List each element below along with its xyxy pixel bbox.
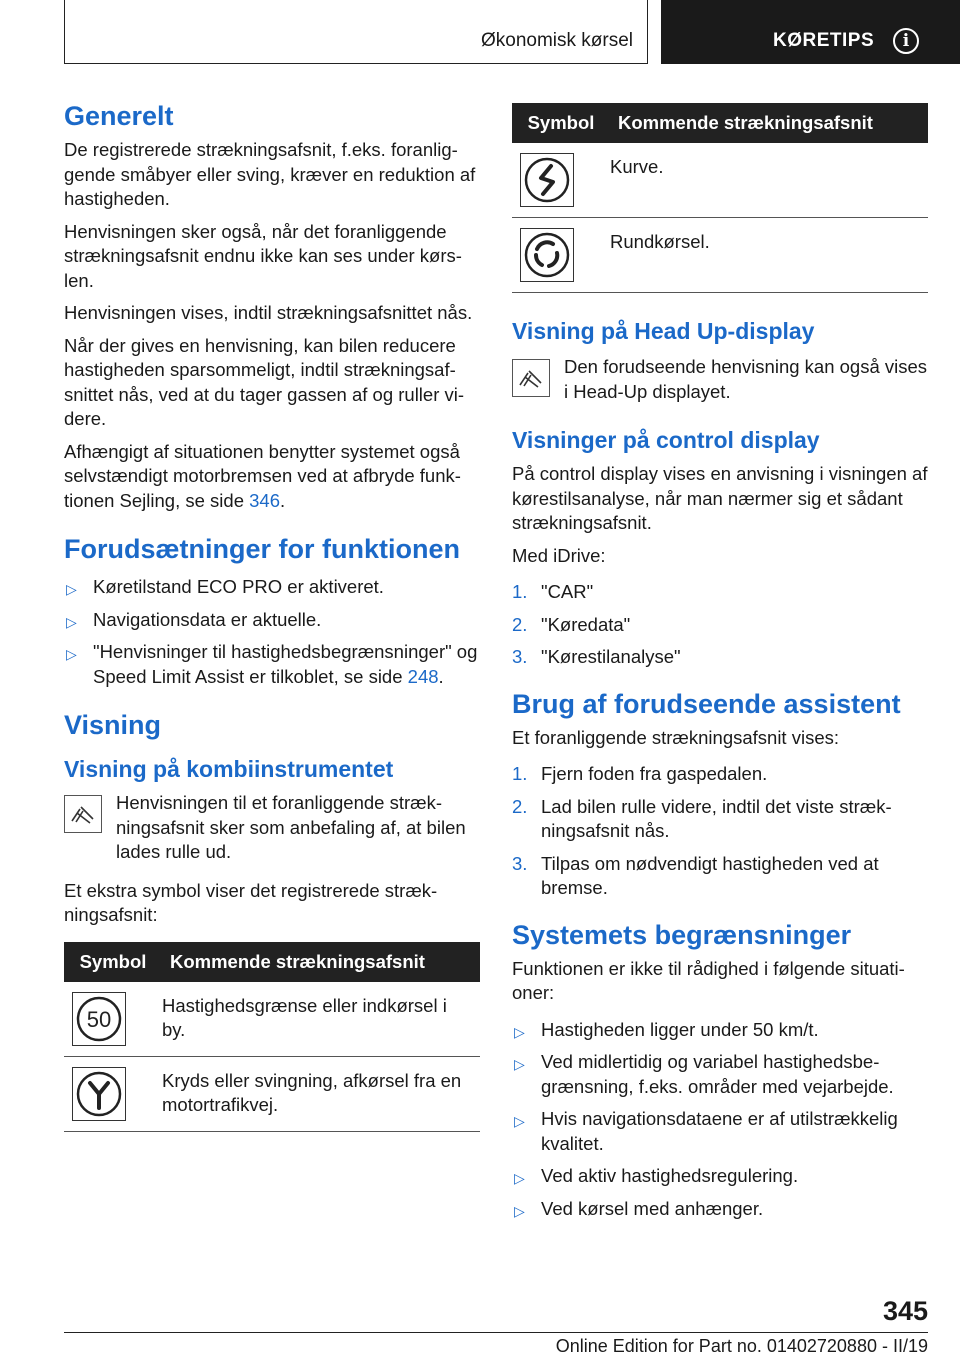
text: . xyxy=(438,665,444,687)
text: . xyxy=(280,489,286,511)
step-number: 2. xyxy=(512,613,528,635)
step-number: 1. xyxy=(512,763,528,784)
list-item xyxy=(512,795,928,844)
table-header xyxy=(64,942,480,982)
triangle-bullet-icon: ▷ xyxy=(66,581,77,597)
list-item xyxy=(512,645,928,670)
paragraph: De registrerede strækningsafsnit, f.eks. foranliggende småbyer eller sving, kræver en reduktion af hastigheden. xyxy=(64,139,476,209)
table-header xyxy=(512,103,928,143)
paragraph: Funktionen er ikke til rådighed i følgende situationer: xyxy=(512,957,905,1003)
table-row xyxy=(64,1056,480,1131)
header-chapter-title: KØRETIPS xyxy=(773,30,875,51)
right-column xyxy=(512,103,928,1229)
header-chapter-box xyxy=(661,0,960,64)
info-icon: i xyxy=(893,28,919,54)
item-text: Køretilstand ECO PRO er aktiveret. xyxy=(93,576,384,597)
list-item xyxy=(512,1107,928,1156)
hud-symbol-icon xyxy=(64,795,102,833)
column-header: Symbol xyxy=(512,103,610,143)
footer-divider xyxy=(64,1332,928,1333)
table-row xyxy=(512,143,928,218)
page-link-248[interactable]: 248 xyxy=(407,665,439,687)
table-row xyxy=(64,982,480,1057)
list-item xyxy=(512,762,928,787)
list-item xyxy=(512,1050,928,1099)
item-text: Ved aktiv hastighedsregulering. xyxy=(541,1165,799,1186)
heading-control-display: Visninger på control display xyxy=(512,427,820,453)
row-text: Hastighedsgrænse eller indkørsel i by. xyxy=(162,982,480,1057)
item-text: Ved kørsel med anhænger. xyxy=(541,1197,764,1219)
usage-steps xyxy=(512,762,928,901)
curve-icon xyxy=(520,153,574,207)
list-item xyxy=(64,608,480,633)
item-text: "Kørestilanalyse" xyxy=(541,646,681,667)
header-section-title: Økonomisk kørsel xyxy=(480,30,633,51)
item-text: Navigationsdata er aktuelle. xyxy=(93,608,322,630)
heading-visning: Visning xyxy=(64,710,162,740)
triangle-bullet-icon: ▷ xyxy=(514,1023,525,1040)
column-header: Kommende strækningsafsnit xyxy=(162,942,480,982)
limitations-list xyxy=(512,1018,928,1222)
heading-head-up-display: Visning på Head Up-display xyxy=(512,318,815,344)
text: Afhængigt af situationen benytter systemet også selvstændigt motorbremsen ved at afbryde funktionen Sejling, se side xyxy=(64,440,461,511)
heading-kombiinstrument: Visning på kombiinstrumentet xyxy=(64,756,394,782)
paragraph: Henvisningen til et foranliggende strækningsafsnit sker som anbefaling af, at bilen lades rulle ud. xyxy=(116,792,466,862)
row-text: Kryds eller svingning, afkørsel fra en motortrafikvej. xyxy=(162,1056,480,1131)
symbol-cell xyxy=(64,1056,162,1131)
list-item xyxy=(64,575,480,600)
symbol-cell xyxy=(512,143,610,218)
item-text: "Henvisninger til hastighedsbegrænsninger" og Speed Limit Assist er tilkoblet, se side xyxy=(93,641,478,687)
paragraph: På control display vises en anvisning i visningen af kørestilsanalyse, når man nærmer sig et sådant strækningsafsnit. xyxy=(512,463,928,533)
list-item xyxy=(64,640,480,689)
symbol-cell xyxy=(64,982,162,1057)
list-item xyxy=(512,580,928,605)
idrive-steps xyxy=(512,580,928,670)
list-item xyxy=(512,1164,928,1189)
paragraph: Henvisningen vises, indtil strækningsafsnittet nås. xyxy=(64,302,473,323)
kombi-note xyxy=(64,791,480,865)
item-text: Tilpas om nødvendigt hastigheden ved at bremse. xyxy=(541,852,879,898)
heading-forudsaetninger: Forudsætninger for funktionen xyxy=(64,534,460,564)
step-number: 2. xyxy=(512,795,528,817)
heading-brug: Brug af forudseende assistent xyxy=(512,688,901,719)
paragraph: Med iDrive: xyxy=(512,544,606,566)
list-item xyxy=(512,1197,928,1222)
step-number: 3. xyxy=(512,852,528,874)
paragraph: Den forudseende henvisning kan også vises i Head-Up displayet. xyxy=(564,356,928,402)
junction-icon xyxy=(72,1067,126,1121)
item-text: Ved midlertidig og variabel hastighedsbegrænsning, f.eks. områder med vejarbejde. xyxy=(541,1051,894,1097)
triangle-bullet-icon: ▷ xyxy=(514,1170,525,1186)
paragraph: Henvisningen sker også, når det foranliggende strækningsafsnit endnu ikke kan ses under kørslen. xyxy=(64,220,462,291)
triangle-bullet-icon: ▷ xyxy=(514,1202,525,1219)
paragraph: Et ekstra symbol viser det registrerede strækningsafsnit: xyxy=(64,879,438,925)
item-text: "Køredata" xyxy=(541,613,631,635)
heading-generelt: Generelt xyxy=(64,101,174,131)
roundabout-icon xyxy=(520,228,574,282)
column-header: Kommende strækningsafsnit xyxy=(610,103,928,143)
paragraph: Når der gives en henvisning, kan bilen reducere hastigheden sparsommeligt, indtil strækningsafsnittet nås, ved at du tager gassen af og ruller videre. xyxy=(64,334,465,429)
triangle-bullet-icon: ▷ xyxy=(514,1056,525,1072)
symbol-cell xyxy=(512,218,610,293)
svg-text:50: 50 xyxy=(86,1006,112,1032)
row-text: Kurve. xyxy=(610,143,928,218)
triangle-bullet-icon: ▷ xyxy=(66,613,77,630)
list-item xyxy=(512,852,928,901)
hud-note xyxy=(512,355,928,404)
item-text: Hastigheden ligger under 50 km/t. xyxy=(541,1018,819,1040)
item-text: Lad bilen rulle videre, indtil det viste strækningsafsnit nås. xyxy=(541,795,892,841)
symbol-table xyxy=(512,103,928,293)
requirements-list xyxy=(64,575,480,689)
footer-edition: Online Edition for Part no. 01402720880 - II/19 xyxy=(555,1336,928,1356)
item-text: Fjern foden fra gaspedalen. xyxy=(541,763,768,784)
triangle-bullet-icon: ▷ xyxy=(66,646,77,662)
header-section-box xyxy=(64,0,648,64)
column-header: Symbol xyxy=(64,942,162,982)
heading-begraensninger: Systemets begrænsninger xyxy=(512,919,852,950)
hud-symbol-icon xyxy=(512,359,550,397)
triangle-bullet-icon: ▷ xyxy=(514,1113,525,1129)
left-column xyxy=(64,100,480,1156)
item-text: Hvis navigationsdataene er af utilstrækkelig kvalitet. xyxy=(541,1108,898,1154)
list-item xyxy=(512,613,928,638)
list-item xyxy=(512,1018,928,1043)
paragraph: Et foranliggende strækningsafsnit vises: xyxy=(512,726,840,748)
page-number: 345 xyxy=(882,1296,928,1326)
paragraph xyxy=(64,440,480,514)
table-row xyxy=(512,218,928,293)
page-link-346[interactable]: 346 xyxy=(249,489,280,511)
symbol-table xyxy=(64,942,480,1132)
row-text: Rundkørsel. xyxy=(610,218,928,293)
item-text: "CAR" xyxy=(541,581,594,602)
step-number: 1. xyxy=(512,581,528,602)
speed-limit-50-icon xyxy=(72,992,126,1046)
step-number: 3. xyxy=(512,646,528,667)
